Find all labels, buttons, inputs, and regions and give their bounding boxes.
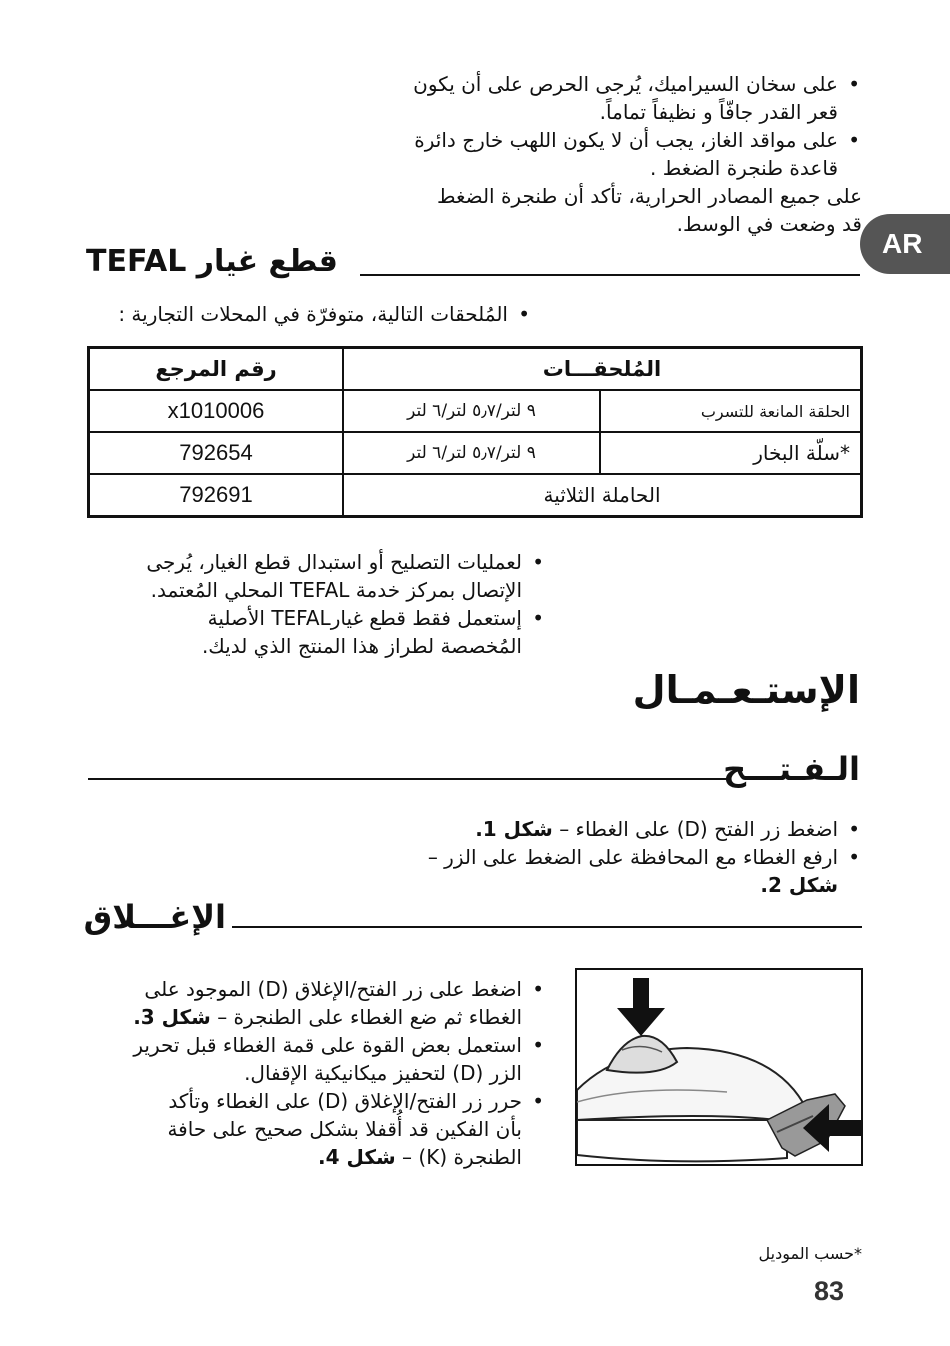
text-line: الزر (D) لتحفيز ميكانيكية الإقفال. [244, 1061, 522, 1085]
text-line: بأن الفكين قد أُقفلا بشكل صحيح على حافة [167, 1117, 522, 1141]
figure-ref: شكل 4. [318, 1145, 396, 1169]
text-line: قاعدة طنجرة الضغط . [650, 156, 838, 180]
opening-step-1 [370, 815, 862, 843]
pressure-cooker-illustration [577, 970, 861, 1164]
closing-rule [232, 926, 862, 928]
text-line: على جميع المصادر الحرارية، تأكد أن طنجرة الضغط [436, 184, 862, 208]
text-line: • ارفع الغطاء مع المحافظة على الضغط على الزر – [427, 845, 838, 869]
note-original-parts [86, 604, 546, 660]
text-line: الغطاء ثم ضع الغطاء على الطنجرة – [217, 1005, 522, 1029]
use-title: الإستـعـمـال [632, 668, 860, 712]
accessory-name-cell: سلّة البخار* [600, 432, 862, 474]
intro-bullet-gas [370, 126, 862, 182]
opening-steps [370, 815, 862, 899]
text-line: الإتصال بمركز خدمة TEFAL المحلي المُعتمد. [150, 578, 522, 602]
closing-step-1 [86, 975, 546, 1031]
text-line: • اضغط على زر الفتح/الإغلاق (D) الموجود على [144, 977, 522, 1001]
size-cell: ٩ لتر/٥٫٧ لتر/٦ لتر [343, 432, 600, 474]
ref-cell: x1010006 [89, 390, 344, 432]
text-line: اضغط زر الفتح (D) على الغطاء – [559, 817, 838, 841]
text-line: الطنجرة (K) – [402, 1145, 522, 1169]
size-cell: ٩ لتر/٥٫٧ لتر/٦ لتر [343, 390, 600, 432]
accessories-table [87, 346, 863, 518]
figure-ref: شكل 1. [475, 817, 553, 841]
opening-rule [88, 778, 728, 780]
closing-steps [86, 975, 546, 1171]
spare-parts-lead [86, 300, 532, 328]
text-line: قد وضعت في الوسط. [676, 212, 862, 236]
figure-ref: شكل 2. [760, 873, 838, 897]
text-line: • على مواقد الغاز، يجب أن لا يكون اللهب خارج دائرة [414, 128, 838, 152]
accessory-name-cell: الحاملة الثلاثية [343, 474, 862, 517]
text-line: • على سخان السيراميك، يُرجى الحرص على أن يكون [413, 72, 838, 96]
ref-cell: 792654 [89, 432, 344, 474]
text-line: • المُلحقات التالية، متوفرّة في المحلات التجارية : [86, 300, 532, 328]
closing-title: الإغـــلاق [83, 898, 226, 936]
text-line: • حرر زر الفتح/الإغلاق (D) على الغطاء وتأكد [168, 1089, 522, 1113]
page-number: 83 [814, 1276, 845, 1306]
ref-cell: 792691 [89, 474, 344, 517]
spare-parts-rule [360, 274, 860, 276]
table-row [89, 432, 862, 474]
accessory-name-cell: الحلقة المانعة للتسرب [600, 390, 862, 432]
opening-title: الـفـتـــح [723, 750, 860, 788]
opening-step-2 [370, 843, 862, 899]
text-line: • استعمل بعض القوة على قمة الغطاء قبل تحرير [133, 1033, 522, 1057]
text-line: • إستعمل فقط قطع غيارTEFAL الأصلية [207, 606, 522, 630]
header-ref: رقم المرجع [89, 348, 344, 391]
text-line: قعر القدر جافّاً و نظيفاً تماماً. [599, 100, 838, 124]
footnote: *حسب الموديل [758, 1244, 862, 1263]
note-repair [86, 548, 546, 604]
closing-step-2 [86, 1031, 546, 1087]
text-line: المُخصصة لطراز هذا المنتج الذي لديك. [201, 634, 522, 658]
spare-parts-title: قطع غيار TEFAL [86, 244, 338, 279]
spare-parts-notes [86, 548, 546, 660]
press-arrow-down [617, 978, 665, 1036]
table-header-row [89, 348, 862, 391]
language-tab: AR [860, 214, 950, 274]
intro-plain [370, 182, 862, 238]
intro-bullet-ceramic [370, 70, 862, 126]
table-row [89, 474, 862, 517]
text-line: • لعمليات التصليح أو استبدال قطع الغيار، يُرجى [146, 550, 522, 574]
lid-closing-figure [575, 968, 863, 1166]
closing-step-3 [86, 1087, 546, 1171]
table-row [89, 390, 862, 432]
intro-section [370, 70, 862, 238]
header-accessories: المُلحقـــات [343, 348, 862, 391]
figure-ref: شكل 3. [133, 1005, 211, 1029]
